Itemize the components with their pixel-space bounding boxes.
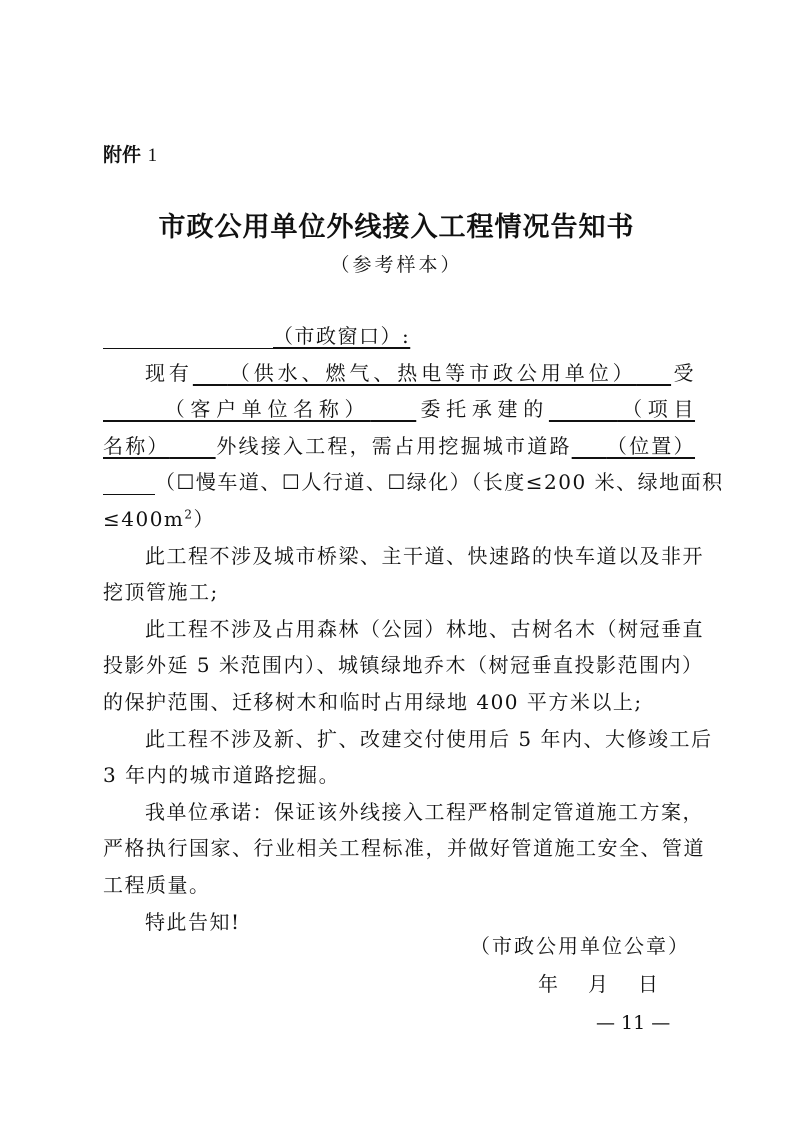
project-name-blank-cont[interactable] [103,434,216,458]
paragraph-notice [103,355,724,538]
seal-label: （市政公用单位公章） [470,934,690,958]
text-segment: 现有 [145,360,193,385]
document-subtitle: （参考样本） [330,254,463,276]
closing-text: 特此告知! [145,909,241,934]
notice-line-2 [103,391,695,428]
forest-line-1: 此工程不涉及占用森林（公园）林地、古树名木（树冠垂直 [145,616,704,641]
attachment-text: 附件 [103,144,142,166]
commitment-line-2: 严格执行国家、行业相关工程标准，并做好管道施工安全、管道 [103,836,705,861]
location-hint: （位置） [606,433,696,458]
attachment-label [103,140,157,167]
commitment-line-1: 我单位承诺：保证该外线接入工程严格制定管道施工方案， [145,799,704,824]
addressee-line [103,318,695,355]
forest-line-2: 投影外延 5 米范围内）、城镇绿地乔木（树冠垂直投影范围内） [103,653,704,678]
project-name-hint: （项目 [617,397,696,422]
paragraph-bridges [103,538,704,611]
text-segment: 外线接入工程，需占用挖掘城市道路 [215,433,572,458]
notice-line-4 [103,464,724,501]
project-name-hint-cont: 名称） [103,433,170,458]
text-segment: 受 [671,360,696,385]
attachment-number: 1 [147,145,158,166]
date-month[interactable]: 月 [588,972,608,996]
forest-line-3: 的保护范围、迁移树木和临时占用绿地 400 平方米以上; [103,689,643,714]
paragraph-commitment [103,794,705,904]
utility-unit-blank[interactable] [193,361,671,385]
utility-unit-hint: （供水、燃气、热电等市政公用单位） [227,360,637,385]
text-segment: 委托承建的 [416,397,549,422]
paragraph-new-roads [103,721,713,794]
date-year[interactable]: 年 [538,972,558,996]
new-roads-line-1: 此工程不涉及新、扩、改建交付使用后 5 年内、大修竣工后 [145,726,713,751]
bridges-line-2: 挖顶管施工; [103,580,219,605]
client-name-hint: （客户单位名称） [160,397,371,422]
date-line [538,968,688,997]
new-roads-line-2: 3 年内的城市道路挖掘。 [103,763,341,788]
area-superscript: 2 [184,507,194,522]
location-blank-cont[interactable] [103,470,155,495]
bridges-line-1: 此工程不涉及城市桥梁、主干道、快速路的快车道以及非开 [145,543,704,568]
date-day[interactable]: 日 [638,972,658,996]
client-name-blank[interactable] [103,397,416,421]
area-limit: ≤400m [103,506,185,531]
addressee-blank[interactable] [103,324,273,349]
road-type-options: （☐慢车道、☐人行道、☐绿化）（长度≤200 米、绿地面积 [155,470,724,495]
commitment-line-3: 工程质量。 [103,872,211,897]
addressee-label: （市政窗口）: [273,324,411,348]
document-body [103,318,724,940]
location-blank[interactable] [572,434,695,458]
notice-line-5 [103,501,695,538]
project-name-blank[interactable] [549,397,695,421]
page-number: — 11 — [596,1012,671,1034]
notice-line-3 [103,428,695,465]
paragraph-forest [103,611,704,721]
notice-line-1 [103,355,695,392]
text-segment: ） [193,506,216,531]
document-title: 市政公用单位外线接入工程情况告知书 [158,212,635,243]
